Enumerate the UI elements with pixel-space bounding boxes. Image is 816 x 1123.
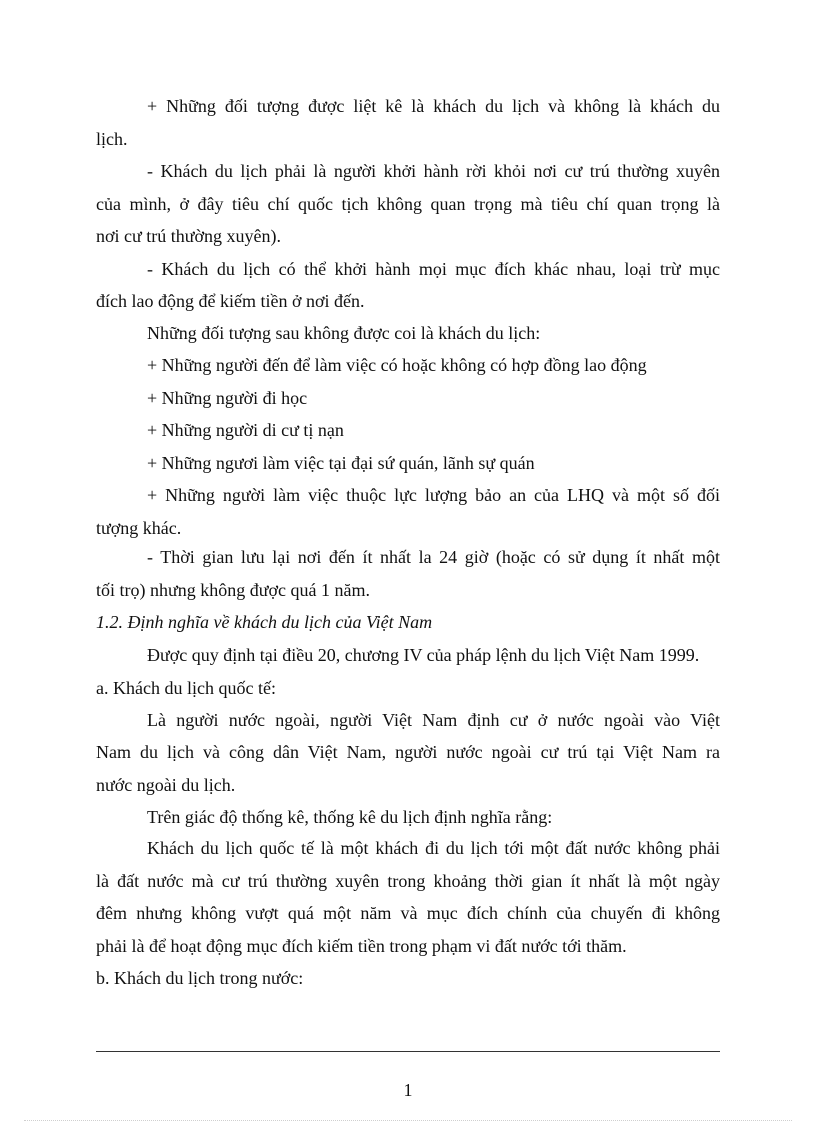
text-line: Được quy định tại điều 20, chương IV của pháp lệnh du lịch Việt Nam 1999.	[147, 645, 700, 665]
subheading: a. Khách du lịch quốc tế:	[96, 678, 276, 698]
text-line: + Những người đến để làm việc có hoặc không có hợp đồng lao động	[147, 355, 647, 375]
text-line: + Những người đi học	[147, 388, 308, 408]
text-line: - Thời gian lưu lại nơi đến ít nhất la 24 giờ (hoặc có sử dụng ít nhất một	[147, 547, 720, 567]
text-line: Trên giác độ thống kê, thống kê du lịch định nghĩa rằng:	[147, 807, 553, 827]
page-number: 1	[403, 1080, 413, 1100]
section-heading: 1.2. Định nghĩa về khách du lịch của Việt Nam	[96, 612, 433, 632]
footer-divider	[96, 1051, 720, 1052]
text-line: Nam du lịch và công dân Việt Nam, người nước ngoài cư trú tại Việt Nam ra	[96, 742, 720, 762]
text-line: nơi cư trú thường xuyên).	[96, 226, 282, 246]
text-line: + Những người làm việc thuộc lực lượng bảo an của LHQ và một số đối	[147, 485, 720, 505]
text-line: Những đối tượng sau không được coi là khách du lịch:	[147, 323, 541, 343]
text-line: Là người nước ngoài, người Việt Nam định cư ở nước ngoài vào Việt	[147, 710, 720, 730]
text-line: + Những đối tượng được liệt kê là khách du lịch và không là khách du	[147, 96, 720, 116]
text-line: + Những người di cư tị nạn	[147, 420, 344, 440]
text-line: Khách du lịch quốc tế là một khách đi du lịch tới một đất nước không phải	[147, 838, 720, 858]
text-line: lịch.	[96, 129, 128, 149]
text-line: đích lao động để kiếm tiền ở nơi đến.	[96, 291, 365, 311]
text-line: là đất nước mà cư trú thường xuyên trong khoảng thời gian ít nhất là một ngày	[96, 871, 720, 891]
text-line: nước ngoài du lịch.	[96, 775, 236, 795]
text-line: + Những ngươi làm việc tại đại sứ quán, lãnh sự quán	[147, 453, 535, 473]
text-line: - Khách du lịch có thể khởi hành mọi mục đích khác nhau, loại trừ mục	[147, 259, 720, 279]
text-line: tối trọ) nhưng không được quá 1 năm.	[96, 580, 370, 600]
text-line: của mình, ở đây tiêu chí quốc tịch không quan trọng mà tiêu chí quan trọng là	[96, 194, 720, 214]
text-line: tượng khác.	[96, 518, 182, 538]
page-edge	[24, 1120, 792, 1121]
text-line: - Khách du lịch phải là người khởi hành rời khỏi nơi cư trú thường xuyên	[147, 161, 720, 181]
subheading: b. Khách du lịch trong nước:	[96, 968, 304, 988]
text-line: phải là để hoạt động mục đích kiếm tiền trong phạm vi đất nước tới thăm.	[96, 936, 627, 956]
text-line: đêm nhưng không vượt quá một năm và mục đích chính của chuyến đi không	[96, 903, 720, 923]
